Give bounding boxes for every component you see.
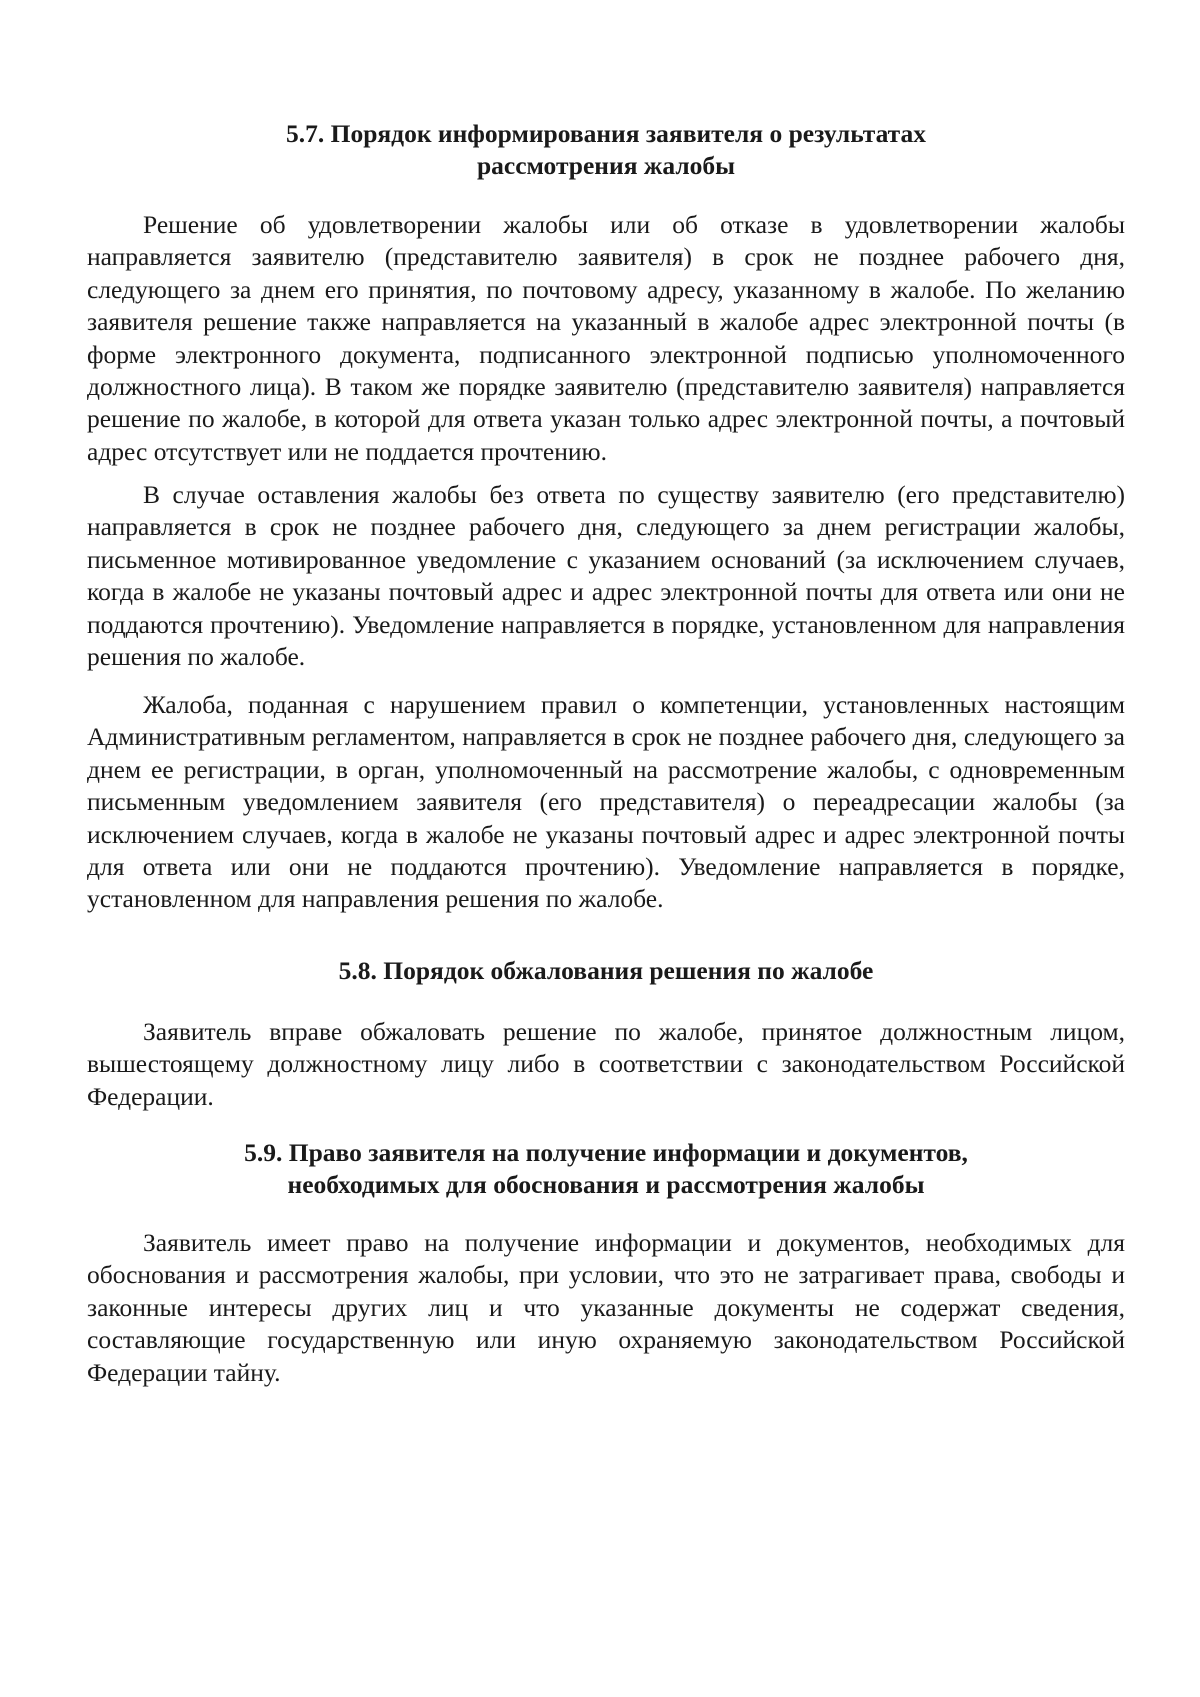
- section-5-7-paragraph-2: В случае оставления жалобы без ответа по существу заявителю (его представителю) направляется в срок не позднее рабочего дня, следующего за днем регистрации жалобы, письменное мотивированное уведомление с указанием оснований (за исключением случаев, когда в жалобе не указаны почтовый адрес и адрес электронной почты для ответа или они не поддаются прочтению). Уведомление направляется в порядке, установленном для направления решения по жалобе.: [87, 480, 1125, 672]
- section-5-7-paragraph-3: Жалоба, поданная с нарушением правил о компетенции, установленных настоящим Административным регламентом, направляется в срок не позднее рабочего дня, следующего за днем ее регистрации, в орган, уполномоченный на рассмотрение жалобы, с одновременным письменным уведомлением заявителя (его представителя) о переадресации жалобы (за исключением случаев, когда в жалобе не указаны почтовый адрес и адрес электронной почты для ответа или они не поддаются прочтению). Уведомление направляется в порядке, установленном для направления решения по жалобе.: [87, 690, 1125, 914]
- section-5-9-heading-line2: необходимых для обоснования и рассмотрения жалобы: [287, 1170, 925, 1199]
- section-5-9-heading-line1: 5.9. Право заявителя на получение информации и документов,: [244, 1138, 968, 1167]
- section-5-8-heading: [87, 955, 1125, 987]
- section-5-7-heading: [87, 118, 1125, 182]
- section-5-9-heading: [87, 1137, 1125, 1201]
- section-5-9-paragraph-1: Заявитель имеет право на получение информации и документов, необходимых для обоснования и рассмотрения жалобы, при условии, что это не затрагивает права, свободы и законные интересы других лиц и что указанные документы не содержат сведения, составляющие государственную или иную охраняемую законодательством Российской Федерации тайну.: [87, 1228, 1125, 1387]
- section-5-8-paragraph-1: Заявитель вправе обжаловать решение по жалобе, принятое должностным лицом, вышестоящему должностному лицу либо в соответствии с законодательством Российской Федерации.: [87, 1017, 1125, 1111]
- section-5-8-heading-line1: 5.8. Порядок обжалования решения по жалобе: [338, 956, 874, 985]
- section-5-7-heading-line2: рассмотрения жалобы: [476, 151, 736, 180]
- section-5-7-heading-line1: 5.7. Порядок информирования заявителя о результатах: [285, 119, 927, 148]
- section-5-7-paragraph-1: Решение об удовлетворении жалобы или об отказе в удовлетворении жалобы направляется заявителю (представителю заявителя) в срок не позднее рабочего дня, следующего за днем его принятия, по почтовому адресу, указанному в жалобе. По желанию заявителя решение также направляется на указанный в жалобе адрес электронной почты (в форме электронного документа, подписанного электронной подписью уполномоченного должностного лица). В таком же порядке заявителю (представителю заявителя) направляется решение по жалобе, в которой для ответа указан только адрес электронной почты, а почтовый адрес отсутствует или не поддается прочтению.: [87, 210, 1125, 466]
